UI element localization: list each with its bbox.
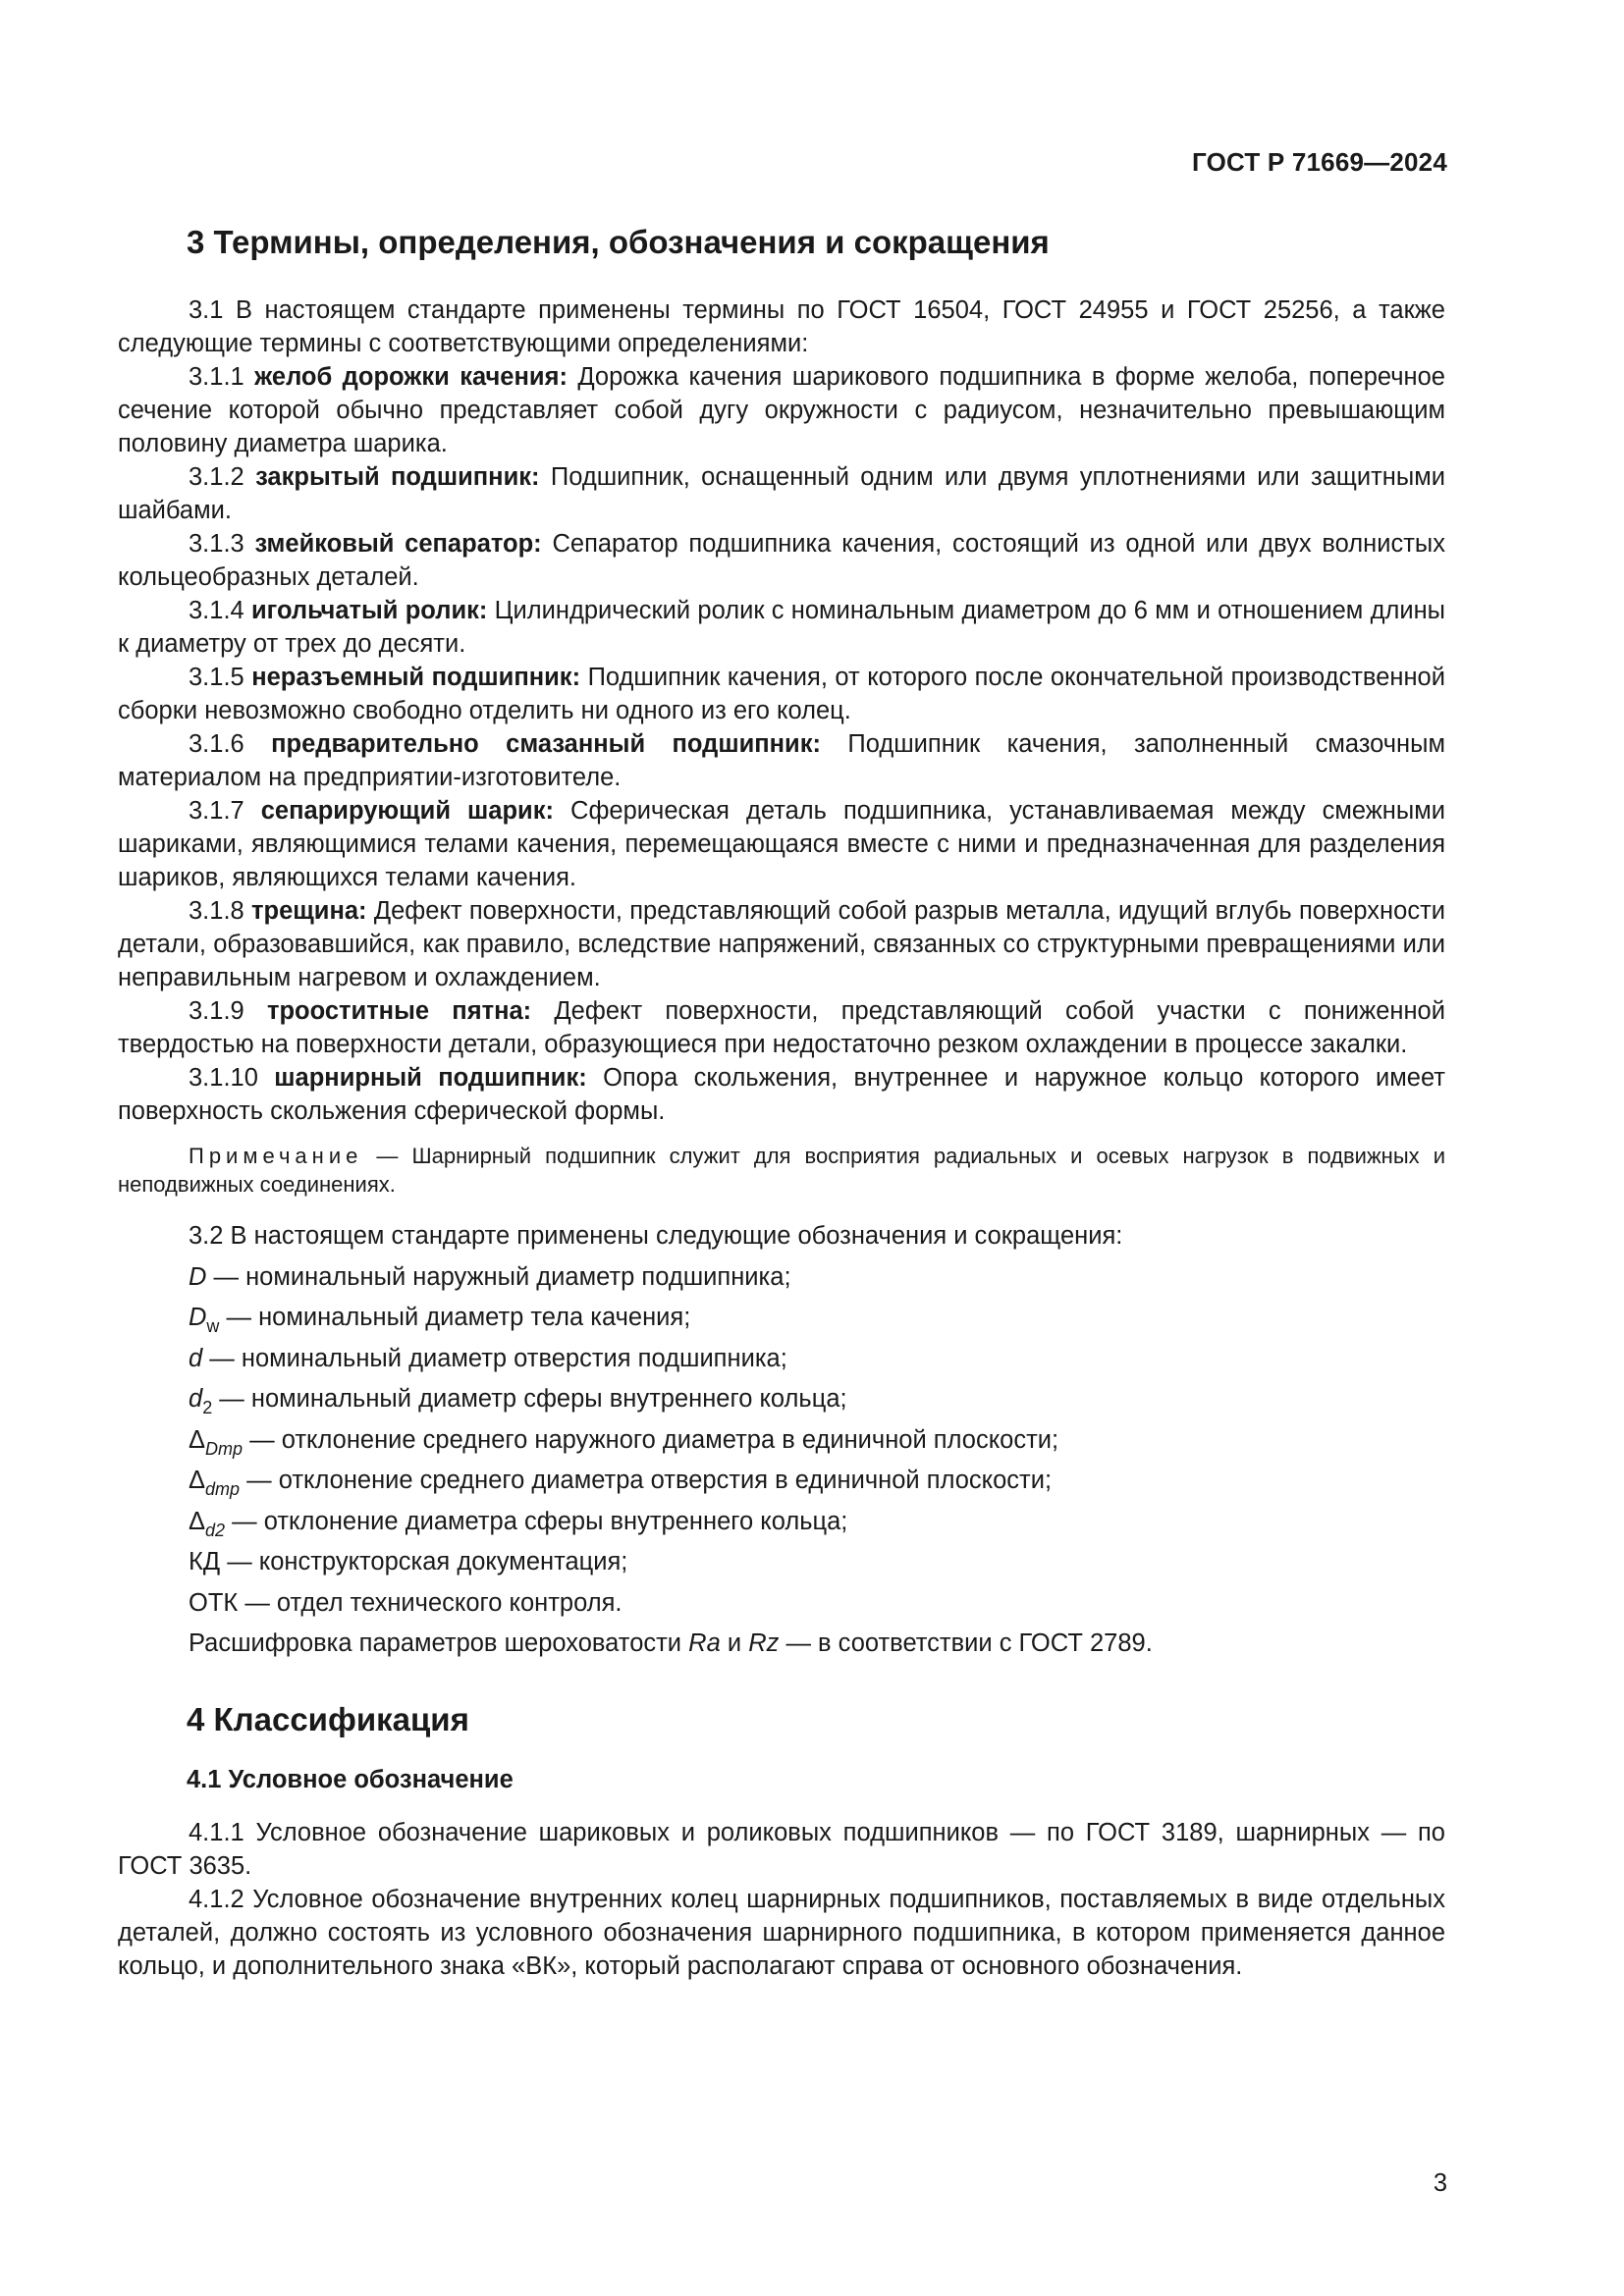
symbol-subscript: 2 [202, 1398, 213, 1417]
symbol-description: — номинальный диаметр отверстия подшипника; [202, 1344, 787, 1372]
section-4-title: 4 Классификация [187, 1700, 469, 1737]
term-entry: 3.1.3 змейковый сепаратор: Сепаратор подшипника качения, состоящий из одной или двух волнистых кольцеобразных деталей. [118, 530, 1445, 591]
term-name: змейковый сепаратор: [254, 530, 542, 558]
symbol-description: — номинальный диаметр сферы внутреннего кольца; [212, 1385, 847, 1413]
term-entry: 3.1.7 сепарирующий шарик: Сферическая деталь подшипника, устанавливаемая между смежными шариками, являющимися телами качения, перемещающаяся вместе с ними и предназначенная для разделения шариков, являющихся телами качения. [118, 797, 1445, 891]
page-number: 3 [1433, 2169, 1447, 2197]
abbreviation-entry: ОТК — отдел технического контроля. [189, 1588, 623, 1617]
term-entry: 3.1.1 желоб дорожки качения: Дорожка качения шарикового подшипника в форме желоба, поперечное сечение которой обычно представляет собой дугу окружности с радиусом, незначительно превышающим половину диаметра шарика. [118, 363, 1445, 457]
symbol-description: — отклонение среднего наружного диаметра в единичной плоскости; [243, 1425, 1059, 1454]
symbol-entry [189, 1339, 1445, 1380]
abbreviation-entry: КД — конструкторская документация; [189, 1548, 628, 1575]
term-name: игольчатый ролик: [251, 597, 488, 624]
symbol-description: — отклонение среднего диаметра отверстия в единичной плоскости; [240, 1467, 1053, 1494]
term-name: трещина: [251, 897, 367, 925]
term-name: шарнирный подшипник: [274, 1064, 587, 1092]
symbol-description: — номинальный наружный диаметр подшипника; [206, 1262, 791, 1291]
symbol-entry [189, 1379, 1445, 1420]
term-definition: Подшипник качения, от которого после окончательной производственной сборки невозможно свободно отделить ни одного из его колец. [118, 664, 1445, 724]
symbol: Δ [189, 1425, 206, 1454]
symbol: D [189, 1304, 207, 1331]
symbol: D [189, 1262, 207, 1291]
term-name: трооститные пятна: [266, 997, 532, 1025]
symbol-subscript: d2 [205, 1520, 226, 1540]
term-name: закрытый подшипник: [255, 463, 540, 491]
symbol-description: — номинальный диаметр тела качения; [219, 1304, 691, 1331]
symbol-subscript: Dmp [205, 1438, 244, 1459]
section-3-title: 3 Термины, определения, обозначения и сокращения [187, 224, 1050, 260]
paragraph-3-1: 3.1 В настоящем стандарте применены термины по ГОСТ 16504, ГОСТ 24955 и ГОСТ 25256, а также следующие термины с соответствующими определениями: [118, 296, 1445, 357]
term-definition: Сферическая деталь подшипника, устанавливаемая между смежными шариками, являющимися телами качения, перемещающаяся вместе с ними и предназначенная для разделения шариков, являющихся телами качения. [118, 797, 1445, 891]
term-definition: Подшипник, оснащенный одним или двумя уплотнениями или защитными шайбами. [118, 463, 1445, 524]
note [118, 1142, 1445, 1199]
subsection-4-1-title: 4.1 Условное обозначение [187, 1765, 514, 1793]
term-entry: 3.1.2 закрытый подшипник: Подшипник, оснащенный одним или двумя уплотнениями или защитными шайбами. [118, 463, 1445, 524]
term-name: неразъемный подшипник: [251, 664, 581, 691]
symbol-subscript: w [206, 1316, 220, 1336]
paragraph-4-1-2: 4.1.2 Условное обозначение внутренних колец шарнирных подшипников, поставляемых в виде отдельных деталей, должно состоять из условного обозначения шарнирного подшипника, в котором применяется данное кольцо, и дополнительного знака «ВК», который располагают справа от основного обозначения. [118, 1885, 1445, 1980]
term-name: сепарирующий шарик: [260, 797, 554, 825]
term-entry: 3.1.6 предварительно смазанный подшипник: Подшипник качения, заполненный смазочным материалом на предприятии-изготовителе. [118, 730, 1445, 791]
symbol-entry [189, 1420, 1445, 1462]
term-definition: Сепаратор подшипника качения, состоящий из одной или двух волнистых кольцеобразных деталей. [118, 530, 1445, 591]
term-definition: Дефект поверхности, представляющий собой участки с пониженной твердостью на поверхности детали, образующиеся при недостаточно резком охлаждении в процессе закалки. [118, 997, 1445, 1058]
term-entry: 3.1.8 трещина: Дефект поверхности, представляющий собой разрыв металла, идущий вглубь поверхности детали, образовавшийся, как правило, вследствие напряжений, связанных со структурными превращениями или неправильным нагревом и охлаждением. [118, 897, 1445, 991]
symbol: Δ [189, 1467, 206, 1494]
document-code-header: ГОСТ Р 71669—2024 [1192, 147, 1447, 177]
symbol-description: — отклонение диаметра сферы внутреннего кольца; [225, 1507, 848, 1535]
term-entry: 3.1.4 игольчатый ролик: Цилиндрический ролик с номинальным диаметром до 6 мм и отношением длины к диаметру от трех до десяти. [118, 597, 1446, 658]
symbol-entry [189, 1298, 1445, 1339]
term-name: предварительно смазанный подшипник: [271, 730, 821, 758]
term-definition: Дефект поверхности, представляющий собой разрыв металла, идущий вглубь поверхности детали, образовавшийся, как правило, вследствие напряжений, связанных со структурными превращениями или неправильным нагревом и охлаждением. [118, 897, 1445, 991]
symbol-entry [189, 1257, 1445, 1299]
note-text: — Шарнирный подшипник служит для восприятия радиальных и осевых нагрузок в подвижных и неподвижных соединениях. [118, 1144, 1445, 1197]
term-definition: Цилиндрический ролик с номинальным диаметром до 6 мм и отношением длины к диаметру от трех до десяти. [118, 597, 1446, 658]
page-content [118, 221, 1445, 1983]
term-entry: 3.1.9 трооститные пятна: Дефект поверхности, представляющий собой участки с пониженной твердостью на поверхности детали, образующиеся при недостаточно резком охлаждении в процессе закалки. [118, 997, 1445, 1058]
roughness-note: Расшифровка параметров шероховатости Ra и Rz — в соответствии с ГОСТ 2789. [189, 1629, 1153, 1657]
terms-list [118, 360, 1445, 1128]
term-entry: 3.1.5 неразъемный подшипник: Подшипник качения, от которого после окончательной производственной сборки невозможно свободно отделить ни одного из его колец. [118, 664, 1445, 724]
paragraph-3-2: 3.2 В настоящем стандарте применены следующие обозначения и сокращения: [189, 1222, 1123, 1250]
symbol: d [189, 1344, 203, 1372]
term-definition: Дорожка качения шарикового подшипника в форме желоба, поперечное сечение которой обычно представляет собой дугу окружности с радиусом, незначительно превышающим половину диаметра шарика. [118, 363, 1445, 457]
symbol: d [189, 1385, 203, 1413]
symbol-entry [189, 1461, 1445, 1502]
term-definition: Опора скольжения, внутреннее и наружное кольцо которого имеет поверхность скольжения сферической формы. [118, 1064, 1445, 1125]
symbol-subscript: dmp [205, 1479, 241, 1499]
term-definition: Подшипник качения, заполненный смазочным материалом на предприятии-изготовителе. [118, 730, 1445, 791]
note-label: Примечание [189, 1144, 363, 1168]
term-name: желоб дорожки качения: [254, 363, 568, 391]
symbol: Δ [189, 1507, 206, 1535]
paragraph-4-1-1: 4.1.1 Условное обозначение шариковых и роликовых подшипников — по ГОСТ 3189, шарнирных — по ГОСТ 3635. [118, 1818, 1445, 1880]
symbol-entry [189, 1502, 1445, 1543]
symbols-list [118, 1257, 1445, 1665]
term-entry: 3.1.10 шарнирный подшипник: Опора скольжения, внутреннее и наружное кольцо которого имеет поверхность скольжения сферической формы. [118, 1064, 1445, 1125]
